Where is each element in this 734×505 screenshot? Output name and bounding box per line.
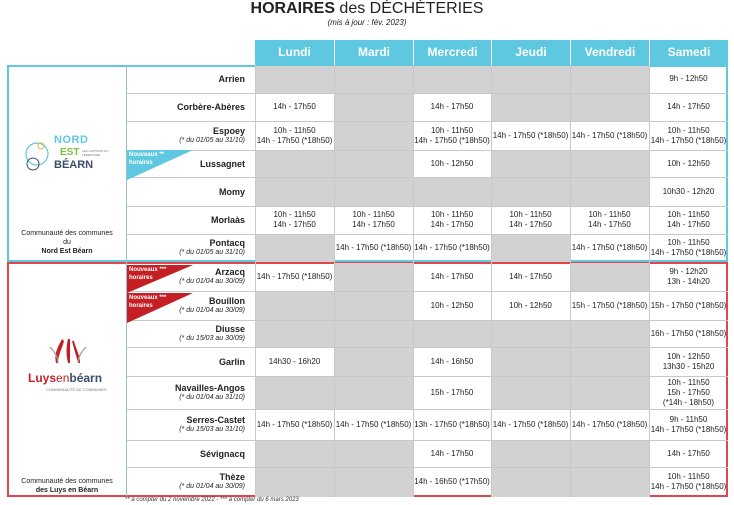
hours-cell-lundi [255,262,334,291]
hours-line: 14h - 17h50 [509,220,552,229]
hours-cell-samedi [649,291,728,320]
hours-line: 14h - 17h50 (*18h50) [650,135,727,145]
page-subtitle: (mis à jour : fév. 2023) [327,18,407,27]
hours-line: 14h - 17h50 [430,448,474,458]
north-community-name: Communauté des communes du Nord Est Béarn [21,230,113,255]
hours-line: 14h - 17h50 [667,102,710,111]
hours-line: 10h - 11h50 [430,210,474,219]
day-header-jeudi: Jeudi [492,40,570,65]
row-separator [127,234,728,235]
facility-season-note: (* du 01/04 au 31/10) [179,393,245,401]
hours-line: 14h30 - 16h20 [268,356,321,366]
hours-cell-jeudi [491,409,570,440]
hours-line: 14h - 16h50 (*17h50) [414,477,490,486]
hours-line: 14h - 17h50 (*18h50) [650,482,727,491]
facility-season-note: (* du 01/04 au 30/09) [179,277,245,285]
hours-cell-lundi [255,93,334,121]
day-header-mercredi: Mercredi [414,40,491,65]
hours-cell-mardi [334,234,413,262]
hours-line: 14h - 17h50 (*18h50) [650,424,727,434]
facility-name: Espoey [212,125,245,136]
hours-cell-samedi [649,234,728,262]
closed-cell [335,348,413,376]
luys-en-bearn-logo [18,333,118,395]
hours-line: 14h - 17h50 (*18h50) [571,130,648,140]
facility-season-note: (* du 15/03 au 31/10) [179,425,245,433]
facility-season-note: (* du 01/04 au 30/09) [179,306,245,314]
hours-line: 14h - 17h50 [273,102,316,111]
hours-line: 14h - 17h50 (*18h50) [335,243,412,252]
logo-line-est: EST [60,147,80,158]
hours-cell-samedi [649,206,728,234]
facility-name: Lussagnet [199,158,245,169]
hours-line: 10h - 11h50 [667,210,710,219]
facility-name: Navailles-Angos [174,382,245,393]
facility-season-note: (* du 01/05 au 31/10) [179,249,245,256]
hours-cell-vendredi [570,234,649,262]
hours-cell-lundi [255,347,334,376]
hours-cell-samedi [649,150,728,177]
luys-wordmark: Luysenbéarn [28,371,103,385]
hours-cell-lundi [255,206,334,234]
hours-cell-samedi [649,177,728,206]
hours-line: 14h - 17h50 (*18h50) [256,135,333,145]
hours-cell-jeudi [491,121,570,150]
hours-cell-lundi [255,121,334,150]
hours-cell-vendredi [570,121,649,150]
facility-name: Garlin [218,356,245,367]
hours-cell-lundi [255,409,334,440]
hours-line: 10h - 11h50 [667,125,710,135]
closed-cell [335,263,413,291]
hours-line: 14h - 17h50 [667,448,710,458]
hours-line: 14h - 17h50 [273,220,316,229]
hours-line: 10h - 11h50 [667,472,710,481]
hours-cell-mercredi [413,376,491,409]
row-separator [127,440,728,441]
hours-line: 10h - 11h50 [273,210,316,219]
luys-emblem [18,333,118,373]
page-title: HORAIRES des DÉCHÈTERIES [250,0,484,17]
facility-name: Pontacq [209,238,245,248]
hours-line: 10h - 11h50 [667,377,710,387]
closed-cell [256,321,649,347]
facility-name: Diusse [215,323,245,334]
hours-cell-jeudi [491,206,570,234]
facility-morla-s [127,206,245,234]
hours-cell-mardi [334,409,413,440]
hours-line: 10h - 11h50 [430,125,474,135]
closed-cell [335,94,413,121]
facility-corb-re-ab-res [127,93,245,121]
row-separator [127,347,728,348]
hours-line: 16h - 17h50 (*18h50) [650,328,727,338]
hours-line: 14h - 17h50 [430,271,474,281]
hours-line: 14h - 17h50 (*18h50) [492,419,569,429]
column-separator [334,65,335,497]
facility-garlin [127,347,245,376]
hours-cell-vendredi [570,206,649,234]
hours-cell-mercredi [413,150,491,177]
row-separator [127,206,728,207]
hours-line: 10h - 12h50 [667,158,710,168]
hours-cell-mercredi [413,234,491,262]
hours-line: 14h - 16h50 [430,356,474,366]
hours-line: 14h - 17h50 (*18h50) [256,271,333,281]
facility-name: Momy [218,186,245,197]
closed-cell [256,235,334,262]
hours-line: 9h - 11h50 [669,414,708,424]
new-hours-badge-lussagnet: Nouveaux ** horaires [127,150,199,182]
row-separator [127,121,728,122]
logo-tagline: COMMUNAUTÉ DE COMMUNES [46,387,107,392]
hours-line: 10h - 12h50 [430,300,474,310]
hours-cell-samedi [649,440,728,467]
hours-line: 9h - 12h20 [669,266,708,276]
row-separator [127,409,728,410]
facility-th-ze [127,467,245,497]
logo-tagline: LES CAPTAINS DU TERRITOIRE [82,149,109,157]
hours-cell-vendredi [570,291,649,320]
facility-season-note: (* du 01/04 au 30/09) [179,483,245,490]
hours-line: 15h - 17h50 (*18h50) [650,300,727,310]
hours-cell-mardi [334,206,413,234]
facility-name: Arrien [218,74,245,84]
facility-navailles-angos [127,376,245,409]
closed-cell [256,66,649,93]
hours-line: 14h - 17h50 [430,220,474,229]
hours-line: 10h - 11h50 [352,210,395,219]
hours-cell-samedi [649,347,728,376]
row-separator [127,177,728,178]
hours-cell-mercredi [413,440,491,467]
hours-cell-jeudi [491,262,570,291]
hours-cell-mercredi [413,347,491,376]
day-header-mardi: Mardi [335,40,413,65]
hours-line: 15h - 17h50 [430,387,474,397]
hours-line: 14h - 17h50 (*18h50) [650,248,727,257]
hours-cell-mercredi [413,409,491,440]
day-header-samedi: Samedi [650,40,728,65]
hours-line: 10h - 12h50 [667,351,710,361]
hours-line: 13h - 14h20 [667,276,710,286]
hours-line: 10h - 11h50 [273,125,316,135]
hours-cell-samedi [649,121,728,150]
facility-serres-castet [127,409,245,440]
row-separator [127,291,728,292]
hours-line: 10h - 11h50 [588,210,631,219]
facility-name: Thèze [219,472,245,482]
hours-cell-samedi [649,467,728,497]
closed-cell [256,178,649,206]
facility-name: Bouillon [209,295,245,306]
column-separator [413,65,414,497]
hours-line: 10h - 12h50 [430,158,474,168]
hours-cell-vendredi [570,409,649,440]
facility-name: Corbère-Abères [176,102,245,112]
hours-line: 15h - 17h50 (*18h50) [571,300,648,310]
closed-cell [335,122,413,150]
hours-line: 13h30 - 15h20 [662,361,715,371]
column-separator [570,65,571,497]
hours-line: 9h - 12h50 [669,74,708,83]
south-community-name: Communauté des communes des Luys en Béarn [21,478,113,494]
nord-est-bearn-logo [24,128,110,184]
hours-line: 14h - 17h50 [667,220,710,229]
facility-name: Sévignacq [199,448,245,459]
day-header-vendredi: Vendredi [571,40,649,65]
hours-line: 14h - 17h50 [430,102,474,111]
facility-name: Arzacq [214,266,245,277]
hours-cell-jeudi [491,291,570,320]
row-separator [127,150,728,151]
hours-line: 14h - 17h50 (*18h50) [571,419,648,429]
hours-line: 10h - 11h50 [667,238,710,247]
hours-cell-mercredi [413,291,491,320]
closed-cell [492,235,570,262]
hours-cell-samedi [649,93,728,121]
hours-line: 10h30 - 12h20 [662,186,715,196]
hours-line: 14h - 17h50 [588,220,631,229]
footnote: ** à compter du 2 novembre 2022 - *** à compter du 6 mars 2023 [125,497,299,503]
column-separator [491,65,492,497]
new-hours-badge-bouillon: Nouveaux *** horaires [127,293,199,325]
facility-arrien [127,65,245,93]
hours-cell-samedi [649,376,728,409]
logo-line-bearn: BÉARN [54,159,94,171]
hours-line: 10h - 12h50 [509,300,552,310]
hours-line: 14h - 17h50 (*18h50) [414,135,490,145]
day-header-lundi: Lundi [255,40,334,65]
hours-line: 14h - 17h50 [352,220,395,229]
hours-line: 14h - 17h50 (*18h50) [492,130,569,140]
hours-line: 13h - 17h50 (*18h50) [414,419,490,429]
hours-cell-mercredi [413,206,491,234]
hours-line: 15h - 17h50 [667,387,710,397]
row-separator [127,93,728,94]
hours-line: 14h - 17h50 (*18h50) [571,243,648,252]
hours-cell-samedi [649,409,728,440]
hours-cell-mercredi [413,467,491,497]
row-separator [127,467,728,468]
facility-s-vignacq [127,440,245,467]
facility-espoey [127,121,245,150]
facility-season-note: (* du 15/03 au 30/09) [179,334,245,342]
hours-cell-mercredi [413,93,491,121]
logo-line-nord: NORD [54,134,89,146]
facility-season-note: (* du 01/05 au 31/10) [179,136,245,144]
row-separator [127,320,728,321]
hours-line: 10h - 11h50 [509,210,552,219]
facility-name: Morlaàs [210,215,245,225]
hours-cell-samedi [649,262,728,291]
hours-line: 14h - 17h50 (*18h50) [414,243,490,252]
facility-pontacq [127,234,245,262]
hours-line: 14h - 17h50 [509,271,552,281]
hours-cell-samedi [649,320,728,347]
column-separator [255,65,256,497]
hours-line: 14h - 17h50 (*18h50) [256,419,333,429]
hours-cell-samedi [649,65,728,93]
column-separator [649,65,650,497]
hours-cell-mercredi [413,262,491,291]
new-hours-badge-arzacq: Nouveaux *** horaires [127,265,199,297]
closed-cell [571,263,649,291]
hours-line: 14h - 17h50 (*18h50) [335,419,412,429]
facility-name: Serres-Castet [186,414,245,425]
hours-line: (*14h - 18h50) [662,397,715,407]
row-separator [127,376,728,377]
hours-cell-mercredi [413,121,491,150]
